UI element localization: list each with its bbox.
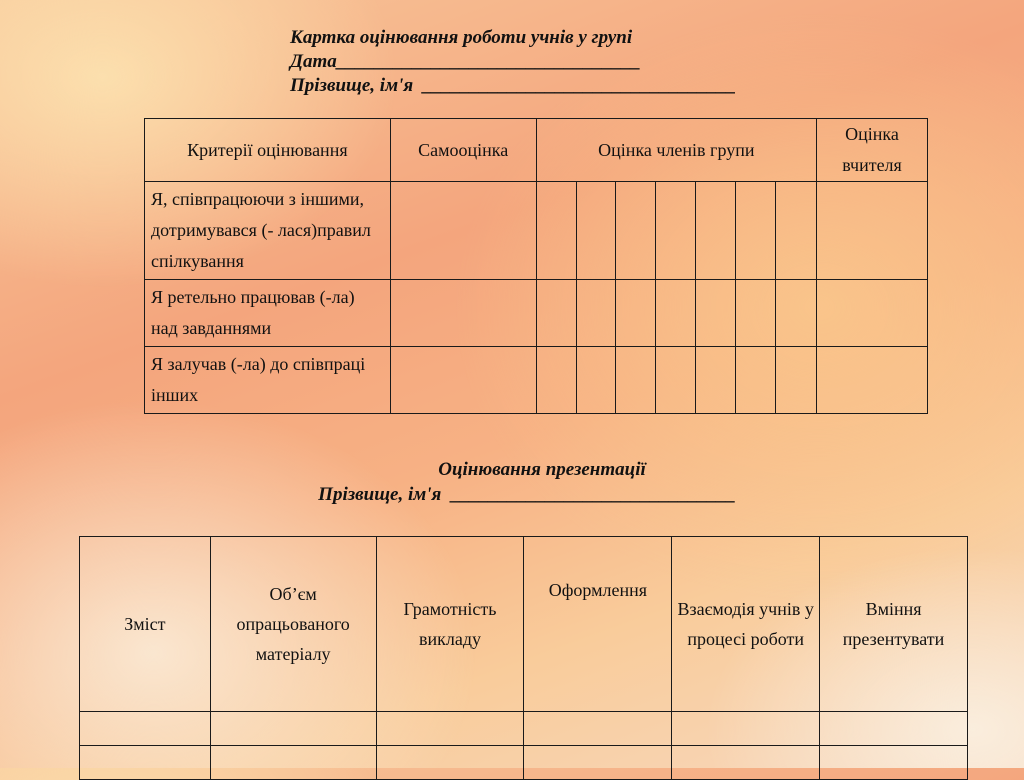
member-cell[interactable] — [576, 182, 616, 280]
score-cell[interactable] — [80, 712, 211, 746]
member-cell[interactable] — [576, 347, 616, 414]
member-cell[interactable] — [656, 347, 696, 414]
header-content: Зміст — [80, 537, 211, 712]
score-cell[interactable] — [210, 746, 376, 780]
score-cell[interactable] — [820, 746, 968, 780]
criterion-cell: Я ретельно працював (-ла) над завданнями — [145, 280, 391, 347]
table-header-row — [80, 537, 968, 712]
member-cell[interactable] — [776, 280, 817, 347]
member-cell[interactable] — [776, 182, 817, 280]
presentation-title: Оцінювання презентації — [438, 459, 646, 480]
score-cell[interactable] — [376, 712, 524, 746]
table-row — [145, 280, 928, 347]
member-cell[interactable] — [696, 280, 736, 347]
header-criteria: Критерії оцінювання — [145, 119, 391, 182]
teacher-cell[interactable] — [817, 347, 928, 414]
member-cell[interactable] — [736, 347, 776, 414]
criterion-cell: Я, співпрацюючи з іншими, дотримувався (- лася)правил спілкування — [145, 182, 391, 280]
member-cell[interactable] — [616, 280, 656, 347]
member-cell[interactable] — [536, 280, 576, 347]
member-cell[interactable] — [616, 182, 656, 280]
table-row — [80, 746, 968, 780]
header-literacy: Грамотність викладу — [376, 537, 524, 712]
member-cell[interactable] — [616, 347, 656, 414]
score-cell[interactable] — [80, 746, 211, 780]
member-cell[interactable] — [776, 347, 817, 414]
member-cell[interactable] — [576, 280, 616, 347]
score-cell[interactable] — [376, 746, 524, 780]
date-line: Дата________________________________ — [290, 51, 641, 72]
member-cell[interactable] — [656, 280, 696, 347]
score-cell[interactable] — [672, 712, 820, 746]
member-cell[interactable] — [736, 280, 776, 347]
teacher-cell[interactable] — [817, 182, 928, 280]
member-cell[interactable] — [696, 182, 736, 280]
self-cell[interactable] — [390, 182, 536, 280]
presentation-table — [79, 536, 968, 780]
header-design: Оформлення — [524, 537, 672, 712]
presentation-header — [0, 457, 1024, 507]
score-cell[interactable] — [820, 712, 968, 746]
presentation-name-line: Прізвище, ім'я ______________________________ — [318, 484, 736, 505]
card-title: Картка оцінювання роботи учнів у групі — [290, 27, 633, 48]
table-row — [145, 182, 928, 280]
member-cell[interactable] — [536, 347, 576, 414]
member-cell[interactable] — [696, 347, 736, 414]
table-header-row — [145, 119, 928, 182]
card-header — [290, 26, 736, 98]
member-cell[interactable] — [536, 182, 576, 280]
self-cell[interactable] — [390, 347, 536, 414]
criterion-cell: Я залучав (-ла) до співпраці інших — [145, 347, 391, 414]
header-group-members: Оцінка членів групи — [536, 119, 816, 182]
table-row — [80, 712, 968, 746]
header-volume: Об’єм опрацьованого матеріалу — [210, 537, 376, 712]
score-cell[interactable] — [672, 746, 820, 780]
header-teacher: Оцінка вчителя — [817, 119, 928, 182]
header-interaction: Взаємодія учнів у процесі роботи — [672, 537, 820, 712]
name-line: Прізвище, ім'я _________________________________ — [290, 75, 737, 96]
header-presenting: Вміння презентувати — [820, 537, 968, 712]
score-cell[interactable] — [524, 746, 672, 780]
self-cell[interactable] — [390, 280, 536, 347]
header-self-assessment: Самооцінка — [390, 119, 536, 182]
member-cell[interactable] — [656, 182, 696, 280]
teacher-cell[interactable] — [817, 280, 928, 347]
table-row — [145, 347, 928, 414]
member-cell[interactable] — [736, 182, 776, 280]
score-cell[interactable] — [210, 712, 376, 746]
group-assessment-table — [144, 118, 928, 414]
score-cell[interactable] — [524, 712, 672, 746]
